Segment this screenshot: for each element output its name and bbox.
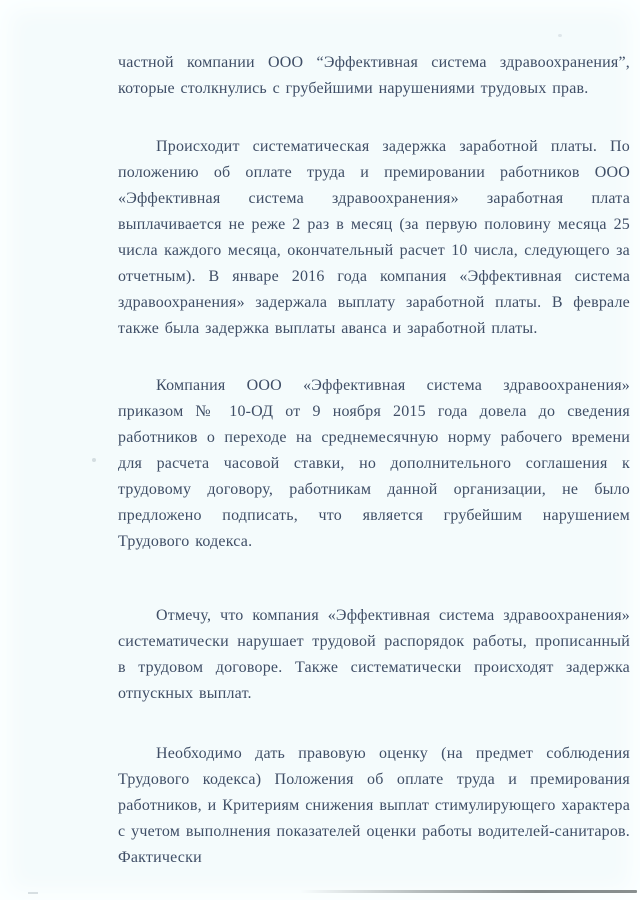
scan-speck (92, 458, 96, 462)
paragraph: Происходит систематическая задержка заработной платы. По положению об оплате труда и премировании работников ООО «Эффективная система здравоохранения» заработная плата выплачивается не реже 2 раз в месяц (за первую половину месяца 25 числа каждого месяца, окончательный расчет 10 числа, следующего за отчетным). В январе 2016 года компания «Эффективная система здравоохранения» задержала выплату заработной платы. В феврале также была задержка выплаты аванса и заработной платы. (118, 138, 630, 337)
scan-speck (28, 892, 38, 894)
paragraph: Компания ООО «Эффективная система здравоохранения» приказом № 10-ОД от 9 ноября 2015 года довела до сведения работников о переходе на среднемесячную норму рабочего времени для расчета часовой ставки, но дополнительного соглашения к трудовому договору, работникам данной организации, не было предложено подписать, что является грубейшим нарушением Трудового кодекса. (118, 377, 630, 550)
document-text-block (118, 50, 630, 871)
paragraph: Отмечу, что компания «Эффективная система здравоохранения» систематически нарушает трудовой распорядок работы, прописанный в трудовом договоре. Также систематически происходят задержка отпускных выплат. (118, 607, 630, 702)
paragraph: частной компании ООО “Эффективная система здравоохранения”, которые столкнулись с грубейшими нарушениями трудовых прав. (118, 54, 630, 97)
paragraph: Необходимо дать правовую оценку (на предмет соблюдения Трудового кодекса) Положения об оплате труда и премирования работников, и Критериям снижения выплат стимулирующего характера с учетом выполнения показателей оценки работы водителей-санитаров. Фактически (118, 745, 630, 866)
scan-speck (558, 34, 562, 37)
scan-edge-artifact (300, 890, 637, 893)
